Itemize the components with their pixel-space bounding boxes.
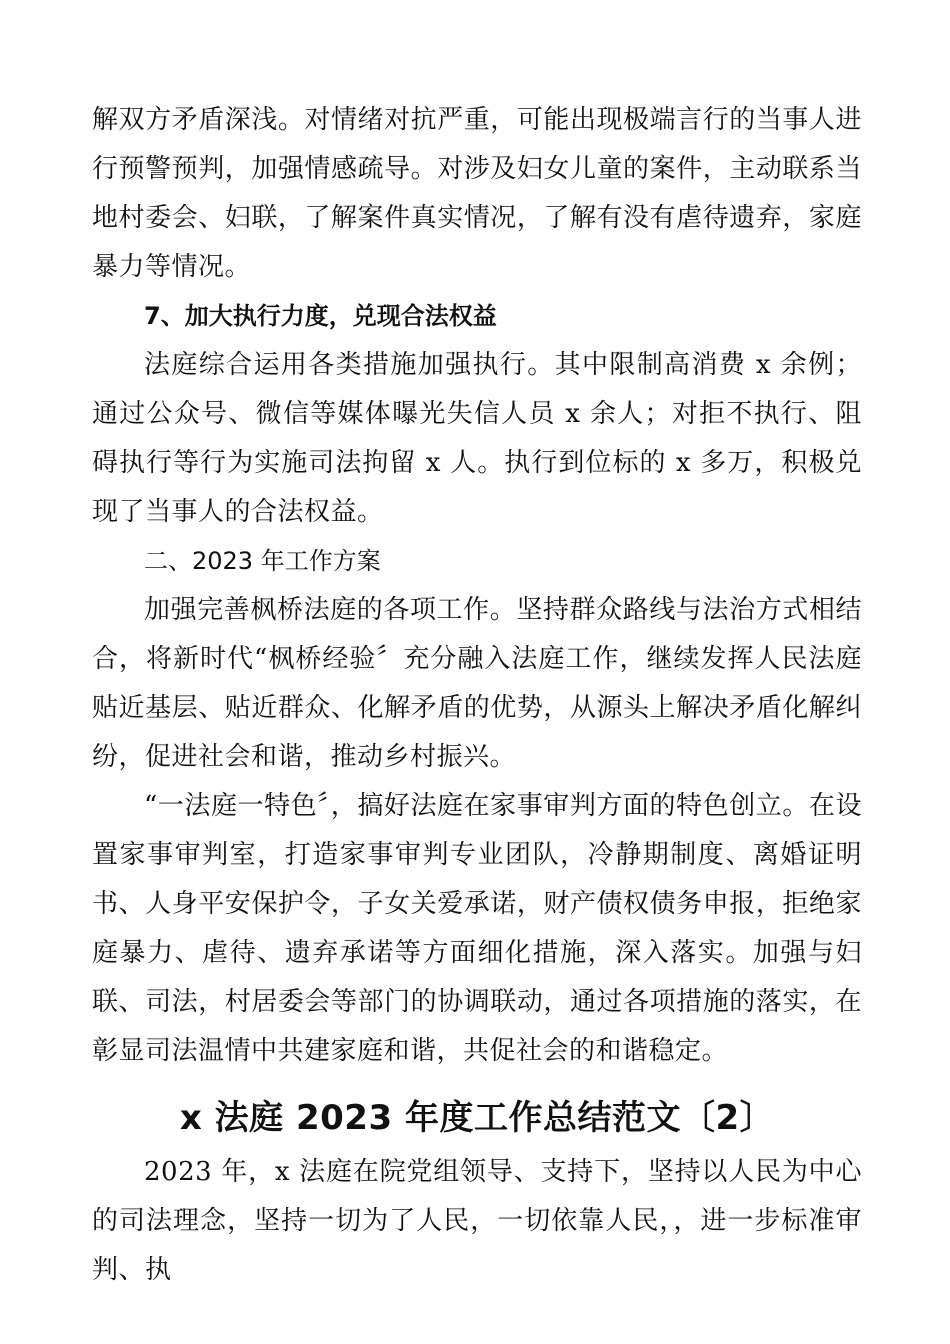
paragraph-intro: 2023 年，x 法庭在院党组领导、支持下，坚持以人民为中心的司法理念，坚持一切为了人民，一切依靠人民，，进一步标准审判、执 [92,1157,862,1285]
paragraph-continued: 解双方矛盾深浅。对情绪对抗严重，可能出现极端言行的当事人进行预警预判，加强情感疏导。对涉及妇女儿童的案件，主动联系当地村委会、妇联，了解案件真实情况，了解有没有虐待遗弃，家庭暴力等情况。 [92,105,862,282]
document-page [92,96,862,1295]
section-heading-7: 7、加大执行力度，兑现合法权益 [144,302,497,330]
section-heading-plan: 二、2023 年工作方案 [144,547,381,575]
paragraph-plan-1: 加强完善枫桥法庭的各项工作。坚持群众路线与法治方式相结合，将新时代“枫桥经验〞充分融入法庭工作，继续发挥人民法庭贴近基层、贴近群众、化解矛盾的优势，从源头上解决矛盾化解纠纷，促进社会和谐，推动乡村振兴。 [92,595,862,772]
paragraph-plan-2: “一法庭一特色〞，搞好法庭在家事审判方面的特色创立。在设置家事审判室，打造家事审判专业团队，冷静期制度、离婚证明书、人身平安保护令，子女关爱承诺，财产债权债务申报，拒绝家庭暴力、虐待、遗弃承诺等方面细化措施，深入落实。加强与妇联、司法，村居委会等部门的协调联动，通过各项措施的落实，在彰显司法温情中共建家庭和谐，共促社会的和谐稳定。 [92,791,862,1066]
paragraph-execution: 法庭综合运用各类措施加强执行。其中限制高消费 x 余例；通过公众号、微信等媒体曝光失信人员 x 余人；对拒不执行、阻碍执行等行为实施司法拘留 x 人。执行到位标的 x 多万，积极兑现了当事人的合法权益。 [92,350,862,527]
document-title-2: x 法庭 2023 年度工作总结范文〔2〕 [179,1098,775,1138]
